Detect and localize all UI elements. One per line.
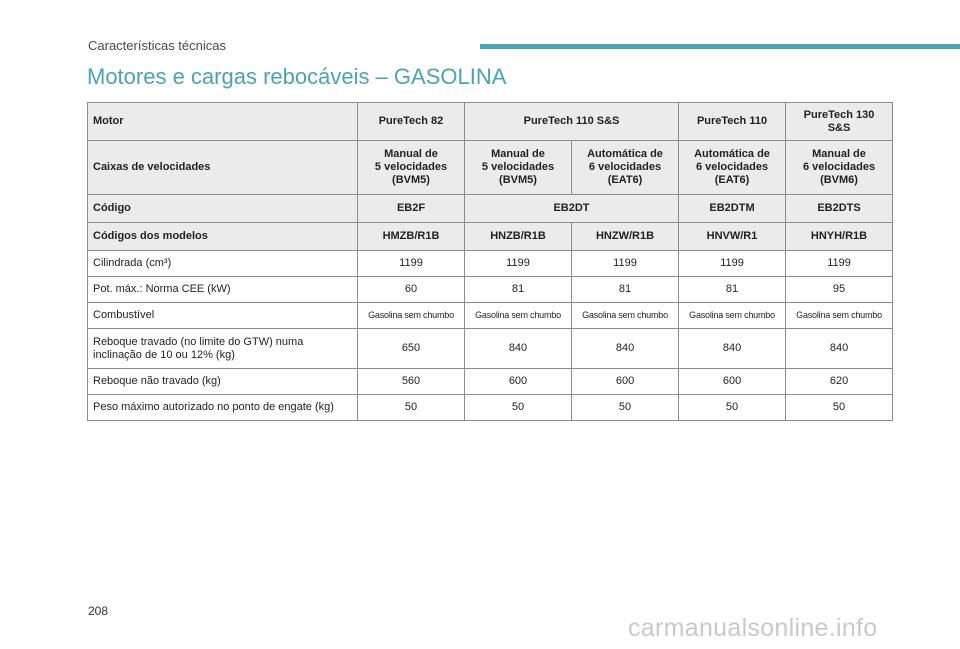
table-cell: Gasolina sem chumbo — [679, 303, 786, 329]
table-row-braked-trailer — [88, 329, 893, 369]
table-row-displacement — [88, 251, 893, 277]
table-cell: 50 — [358, 395, 465, 421]
table-row-model-codes — [88, 223, 893, 251]
table-cell: PureTech 82 — [358, 103, 465, 141]
table-cell: 60 — [358, 277, 465, 303]
table-cell: 50 — [465, 395, 572, 421]
table-cell: 1199 — [358, 251, 465, 277]
table-cell: PureTech 110 — [679, 103, 786, 141]
row-label: Cilindrada (cm³) — [88, 251, 358, 277]
table-cell: 650 — [358, 329, 465, 369]
table-cell: HMZB/R1B — [358, 223, 465, 251]
table-row-hitch-weight — [88, 395, 893, 421]
row-label: Reboque travado (no limite do GTW) numa inclinação de 10 ou 12% (kg) — [88, 329, 358, 369]
table-cell: EB2DTS — [786, 195, 893, 223]
table-cell: EB2DT — [465, 195, 679, 223]
table-cell: EB2DTM — [679, 195, 786, 223]
row-label: Caixas de velocidades — [88, 141, 358, 195]
table-cell: 1199 — [786, 251, 893, 277]
table-cell: Manual de 5 velocidades (BVM5) — [465, 141, 572, 195]
row-label: Motor — [88, 103, 358, 141]
row-label: Combustível — [88, 303, 358, 329]
table-cell: 840 — [786, 329, 893, 369]
table-cell: 600 — [465, 369, 572, 395]
table-row-motor — [88, 103, 893, 141]
table-row-unbraked-trailer — [88, 369, 893, 395]
table-cell: 81 — [679, 277, 786, 303]
table-cell: EB2F — [358, 195, 465, 223]
table-cell: 1199 — [572, 251, 679, 277]
table-cell: 81 — [465, 277, 572, 303]
row-label: Pot. máx.: Norma CEE (kW) — [88, 277, 358, 303]
table-cell: Gasolina sem chumbo — [786, 303, 893, 329]
table-cell: 50 — [572, 395, 679, 421]
row-label: Reboque não travado (kg) — [88, 369, 358, 395]
table-cell: 560 — [358, 369, 465, 395]
table-cell: Manual de 6 velocidades (BVM6) — [786, 141, 893, 195]
table-cell: 600 — [572, 369, 679, 395]
table-cell: HNYH/R1B — [786, 223, 893, 251]
table-cell: 1199 — [465, 251, 572, 277]
table-cell: 840 — [465, 329, 572, 369]
table-cell: Manual de 5 velocidades (BVM5) — [358, 141, 465, 195]
table-cell: PureTech 110 S&S — [465, 103, 679, 141]
page-number: 208 — [88, 604, 109, 618]
table-cell: 50 — [786, 395, 893, 421]
watermark[interactable]: carmanualsonline.info — [628, 614, 878, 642]
row-label: Peso máximo autorizado no ponto de engate (kg) — [88, 395, 358, 421]
table-cell: Automática de 6 velocidades (EAT6) — [572, 141, 679, 195]
table-cell: PureTech 130 S&S — [786, 103, 893, 141]
table-row-power — [88, 277, 893, 303]
table-cell: 840 — [572, 329, 679, 369]
table-cell: HNZB/R1B — [465, 223, 572, 251]
row-label: Código — [88, 195, 358, 223]
table-cell: HNZW/R1B — [572, 223, 679, 251]
table-cell: Gasolina sem chumbo — [465, 303, 572, 329]
table-cell: 620 — [786, 369, 893, 395]
specs-table — [87, 102, 893, 421]
table-cell: Automática de 6 velocidades (EAT6) — [679, 141, 786, 195]
table-cell: Gasolina sem chumbo — [358, 303, 465, 329]
row-label: Códigos dos modelos — [88, 223, 358, 251]
page-title: Motores e cargas rebocáveis – GASOLINA — [87, 64, 507, 89]
section-label: Características técnicas — [88, 38, 226, 53]
table-cell: 840 — [679, 329, 786, 369]
table-cell: 95 — [786, 277, 893, 303]
table-cell: HNVW/R1 — [679, 223, 786, 251]
table-row-fuel — [88, 303, 893, 329]
table-cell: 1199 — [679, 251, 786, 277]
table-row-gearbox — [88, 141, 893, 195]
accent-bar — [480, 44, 960, 49]
table-cell: 50 — [679, 395, 786, 421]
table-cell: 81 — [572, 277, 679, 303]
table-cell: 600 — [679, 369, 786, 395]
table-row-code — [88, 195, 893, 223]
table-cell: Gasolina sem chumbo — [572, 303, 679, 329]
